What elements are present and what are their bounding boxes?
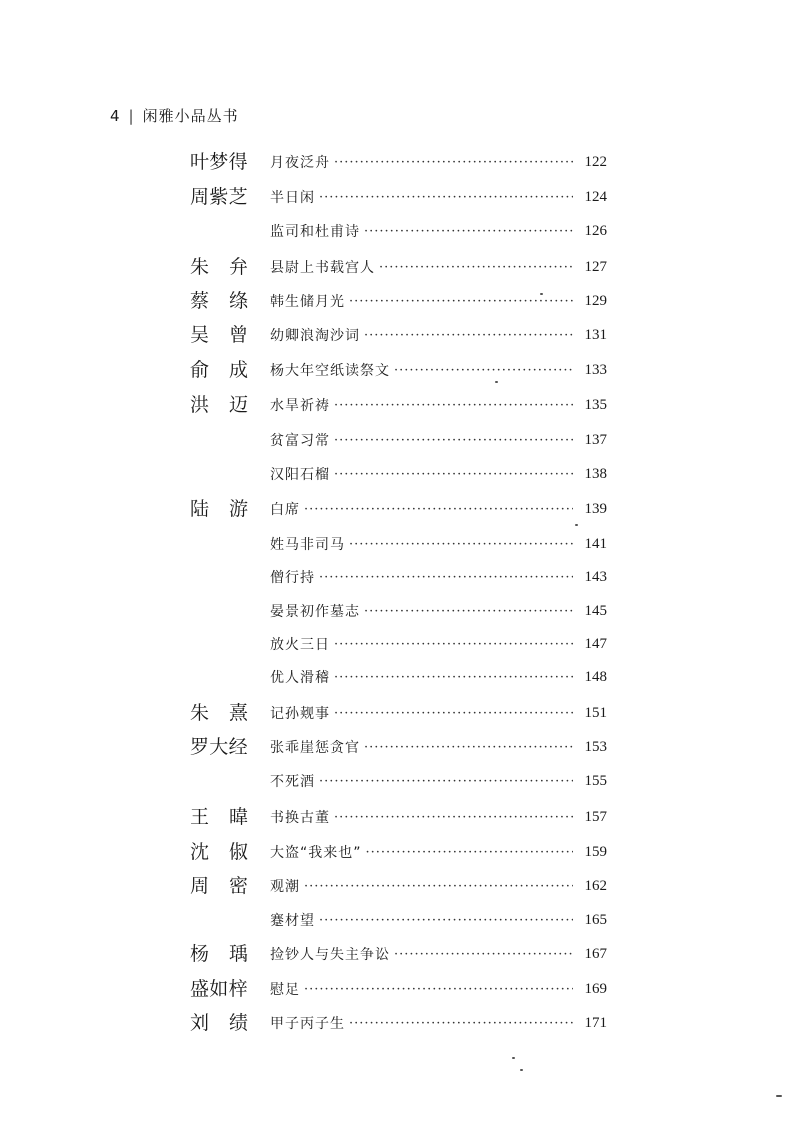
toc-row bbox=[0, 764, 800, 798]
toc-author bbox=[190, 388, 248, 422]
toc-author bbox=[190, 937, 248, 971]
toc-entry-title[interactable]: 贫富习常 bbox=[270, 433, 330, 449]
toc-entry-title[interactable]: 僧行持 bbox=[270, 570, 315, 586]
toc-entry[interactable] bbox=[270, 1006, 607, 1040]
toc-author bbox=[190, 1006, 248, 1040]
toc-author-char: 得 bbox=[228, 151, 248, 173]
scan-speck bbox=[575, 524, 578, 526]
toc-entry[interactable] bbox=[270, 423, 607, 457]
toc-page-number: 135 bbox=[584, 396, 607, 413]
toc-entry-title[interactable]: 幼卿浪淘沙词 bbox=[270, 328, 360, 344]
toc-page-number: 145 bbox=[584, 602, 607, 619]
toc-row bbox=[0, 972, 800, 1006]
toc-author bbox=[190, 869, 248, 903]
toc-entry-title[interactable]: 姓马非司马 bbox=[270, 537, 345, 553]
toc-author-char: 吴 bbox=[190, 324, 210, 346]
toc-leader-dots bbox=[319, 190, 573, 205]
toc-entry[interactable] bbox=[270, 730, 607, 764]
toc-row bbox=[0, 730, 800, 764]
toc-row bbox=[0, 457, 800, 491]
toc-leader-dots bbox=[394, 363, 573, 378]
toc-page-number: 167 bbox=[584, 945, 607, 962]
toc-row bbox=[0, 353, 800, 387]
toc-leader-dots bbox=[364, 740, 573, 755]
toc-entry-title[interactable]: 不死酒 bbox=[270, 774, 315, 790]
toc-entry-title[interactable]: 晏景初作墓志 bbox=[270, 604, 360, 620]
toc-page-number: 143 bbox=[584, 568, 607, 585]
toc-entry-title[interactable]: 放火三日 bbox=[270, 637, 330, 653]
toc-author-char: 洪 bbox=[190, 394, 210, 416]
toc-author bbox=[190, 492, 248, 526]
toc-page-number: 141 bbox=[584, 535, 607, 552]
toc-entry-title[interactable]: 观潮 bbox=[270, 879, 300, 895]
toc-entry-title[interactable]: 大盗“我来也” bbox=[270, 845, 362, 861]
toc-page-number: 126 bbox=[584, 222, 607, 239]
toc-entry[interactable] bbox=[270, 457, 607, 491]
toc-row bbox=[0, 388, 800, 422]
toc-entry-title[interactable]: 杨大年空纸读祭文 bbox=[270, 363, 390, 379]
toc-author bbox=[190, 353, 248, 387]
toc-entry[interactable] bbox=[270, 835, 607, 869]
toc-author-char: 俶 bbox=[228, 841, 248, 863]
toc-row bbox=[0, 660, 800, 694]
toc-entry[interactable] bbox=[270, 388, 607, 422]
toc-entry-title[interactable]: 汉阳石榴 bbox=[270, 467, 330, 483]
toc-author-char: 曾 bbox=[228, 324, 248, 346]
toc-leader-dots bbox=[319, 774, 573, 789]
toc-author bbox=[190, 800, 248, 834]
toc-author-char: 绦 bbox=[228, 290, 248, 312]
toc-leader-dots bbox=[334, 637, 573, 652]
toc-row bbox=[0, 937, 800, 971]
toc-entry[interactable] bbox=[270, 527, 607, 561]
toc-author-char: 沈 bbox=[190, 841, 210, 863]
toc-leader-dots bbox=[319, 570, 573, 585]
scan-speck bbox=[495, 381, 498, 383]
toc-page-number: 159 bbox=[584, 843, 607, 860]
toc-leader-dots bbox=[334, 155, 573, 170]
toc-leader-dots bbox=[304, 879, 573, 894]
scan-speck bbox=[512, 1057, 515, 1059]
toc-author-char: 王 bbox=[190, 806, 210, 828]
toc-entry[interactable] bbox=[270, 869, 607, 903]
toc-row bbox=[0, 318, 800, 352]
toc-row bbox=[0, 1006, 800, 1040]
toc-page-number: 155 bbox=[584, 772, 607, 789]
toc-entry[interactable] bbox=[270, 145, 607, 179]
toc-row bbox=[0, 214, 800, 248]
toc-entry-title[interactable]: 书换古董 bbox=[270, 810, 330, 826]
toc-entry[interactable] bbox=[270, 492, 607, 526]
toc-author-char: 成 bbox=[228, 359, 248, 381]
toc-entry[interactable] bbox=[270, 660, 607, 694]
toc-author bbox=[190, 835, 248, 869]
toc-page-number: 139 bbox=[584, 500, 607, 517]
toc-leader-dots bbox=[364, 328, 573, 343]
toc-row bbox=[0, 527, 800, 561]
toc-entry[interactable] bbox=[270, 972, 607, 1006]
scan-speck bbox=[520, 1069, 523, 1071]
toc-entry-title[interactable]: 张乖崖惩贪官 bbox=[270, 740, 360, 756]
toc-leader-dots bbox=[334, 433, 573, 448]
toc-author-char: 熹 bbox=[228, 702, 248, 724]
toc-entry[interactable] bbox=[270, 560, 607, 594]
toc-page-number: 131 bbox=[584, 326, 607, 343]
toc-entry[interactable] bbox=[270, 800, 607, 834]
toc-row bbox=[0, 594, 800, 628]
toc-entry-title[interactable]: 白席 bbox=[270, 502, 300, 518]
toc-page-number: 127 bbox=[584, 258, 607, 275]
toc-author-char: 暐 bbox=[228, 806, 248, 828]
toc-entry-title[interactable]: 半日闲 bbox=[270, 190, 315, 206]
toc-row bbox=[0, 423, 800, 457]
toc-entry[interactable] bbox=[270, 696, 607, 730]
toc-page-number: 153 bbox=[584, 738, 607, 755]
toc-page-number: 147 bbox=[584, 635, 607, 652]
toc-leader-dots bbox=[366, 845, 573, 860]
toc-entry[interactable] bbox=[270, 318, 607, 352]
toc-leader-dots bbox=[349, 537, 573, 552]
toc-row bbox=[0, 696, 800, 730]
toc-entry-title[interactable]: 县尉上书载宫人 bbox=[270, 260, 375, 276]
toc-entry[interactable] bbox=[270, 764, 607, 798]
toc-author-char: 罗 bbox=[190, 736, 210, 758]
toc-author bbox=[190, 284, 248, 318]
toc-author-char: 朱 bbox=[190, 702, 210, 724]
toc-author-char: 叶 bbox=[190, 151, 210, 173]
toc-leader-dots bbox=[349, 294, 573, 309]
toc-row bbox=[0, 627, 800, 661]
toc-leader-dots bbox=[364, 604, 573, 619]
toc-entry[interactable] bbox=[270, 250, 607, 284]
toc-page-number: 162 bbox=[584, 877, 607, 894]
toc-entry-title[interactable]: 优人滑稽 bbox=[270, 670, 330, 686]
toc-row bbox=[0, 835, 800, 869]
toc-entry[interactable] bbox=[270, 353, 607, 387]
toc-page-number: 133 bbox=[584, 361, 607, 378]
toc-author-char: 朱 bbox=[190, 256, 210, 278]
toc-entry[interactable] bbox=[270, 284, 607, 318]
toc-entry[interactable] bbox=[270, 214, 607, 248]
toc-author-char: 梦 bbox=[209, 151, 229, 173]
toc-leader-dots bbox=[304, 982, 573, 997]
toc-entry-title[interactable]: 蹇材望 bbox=[270, 913, 315, 929]
toc-page-number: 129 bbox=[584, 292, 607, 309]
toc-page-number: 138 bbox=[584, 465, 607, 482]
toc-author-char: 梓 bbox=[228, 978, 248, 1000]
toc-leader-dots bbox=[379, 260, 573, 275]
toc-author bbox=[190, 696, 248, 730]
toc-author-char: 迈 bbox=[228, 394, 248, 416]
scan-speck bbox=[776, 1095, 782, 1097]
toc-author-char: 密 bbox=[228, 875, 248, 897]
toc-entry-title[interactable]: 甲子丙子生 bbox=[270, 1016, 345, 1032]
toc-leader-dots bbox=[334, 670, 573, 685]
toc-author-char: 紫 bbox=[209, 186, 229, 208]
toc-entry[interactable] bbox=[270, 627, 607, 661]
toc-author bbox=[190, 180, 248, 214]
toc-entry-title[interactable]: 韩生储月光 bbox=[270, 294, 345, 310]
toc-row bbox=[0, 284, 800, 318]
toc-row bbox=[0, 869, 800, 903]
toc-row bbox=[0, 180, 800, 214]
toc-leader-dots bbox=[394, 947, 573, 962]
toc-author-char: 游 bbox=[228, 498, 248, 520]
toc-author-char: 盛 bbox=[190, 978, 210, 1000]
toc-entry-title[interactable]: 捡钞人与失主争讼 bbox=[270, 947, 390, 963]
header-separator: | bbox=[128, 107, 135, 125]
toc-row bbox=[0, 560, 800, 594]
toc-author-char: 周 bbox=[190, 875, 210, 897]
toc-author bbox=[190, 730, 248, 764]
toc-entry[interactable] bbox=[270, 180, 607, 214]
header-series-title: 闲雅小品丛书 bbox=[142, 107, 239, 125]
toc-entry[interactable] bbox=[270, 937, 607, 971]
toc-page-number: 137 bbox=[584, 431, 607, 448]
toc-entry-title[interactable]: 水旱祈祷 bbox=[270, 398, 330, 414]
toc-page-number: 169 bbox=[584, 980, 607, 997]
toc-page-number: 171 bbox=[584, 1014, 607, 1031]
toc-leader-dots bbox=[334, 467, 573, 482]
running-header bbox=[110, 105, 239, 126]
toc-entry-title[interactable]: 记孙觌事 bbox=[270, 706, 330, 722]
toc-author-char: 绩 bbox=[228, 1012, 248, 1034]
toc-author bbox=[190, 318, 248, 352]
toc-entry[interactable] bbox=[270, 594, 607, 628]
toc-entry-title[interactable]: 监司和杜甫诗 bbox=[270, 224, 360, 240]
toc-entry-title[interactable]: 月夜泛舟 bbox=[270, 155, 330, 171]
toc-leader-dots bbox=[334, 810, 573, 825]
toc-row bbox=[0, 903, 800, 937]
toc-author-char: 蔡 bbox=[190, 290, 210, 312]
toc-page-number: 165 bbox=[584, 911, 607, 928]
toc-leader-dots bbox=[364, 224, 573, 239]
toc-author-char: 芝 bbox=[228, 186, 248, 208]
toc-leader-dots bbox=[334, 398, 573, 413]
toc-author bbox=[190, 145, 248, 179]
toc-row bbox=[0, 800, 800, 834]
toc-entry[interactable] bbox=[270, 903, 607, 937]
toc-author-char: 如 bbox=[209, 978, 229, 1000]
toc-row bbox=[0, 250, 800, 284]
header-page-number: 4 bbox=[110, 107, 121, 125]
toc-page-number: 157 bbox=[584, 808, 607, 825]
toc-author-char: 经 bbox=[228, 736, 248, 758]
toc-author-char: 俞 bbox=[190, 359, 210, 381]
toc-author bbox=[190, 250, 248, 284]
toc-leader-dots bbox=[319, 913, 573, 928]
toc-entry-title[interactable]: 慰足 bbox=[270, 982, 300, 998]
toc-row bbox=[0, 492, 800, 526]
toc-page-number: 122 bbox=[584, 153, 607, 170]
toc-page-number: 124 bbox=[584, 188, 607, 205]
toc-author-char: 陆 bbox=[190, 498, 210, 520]
toc-page-number: 151 bbox=[584, 704, 607, 721]
toc-leader-dots bbox=[304, 502, 573, 517]
toc-author-char: 弁 bbox=[228, 256, 248, 278]
toc-author bbox=[190, 972, 248, 1006]
scan-speck bbox=[540, 293, 543, 295]
toc-author-char: 杨 bbox=[190, 943, 210, 965]
toc-author-char: 瑀 bbox=[228, 943, 248, 965]
toc-author-char: 大 bbox=[209, 736, 229, 758]
toc-author-char: 刘 bbox=[190, 1012, 210, 1034]
toc-leader-dots bbox=[334, 706, 573, 721]
toc-page-number: 148 bbox=[584, 668, 607, 685]
toc-row bbox=[0, 145, 800, 179]
toc-author-char: 周 bbox=[190, 186, 210, 208]
toc-leader-dots bbox=[349, 1016, 573, 1031]
